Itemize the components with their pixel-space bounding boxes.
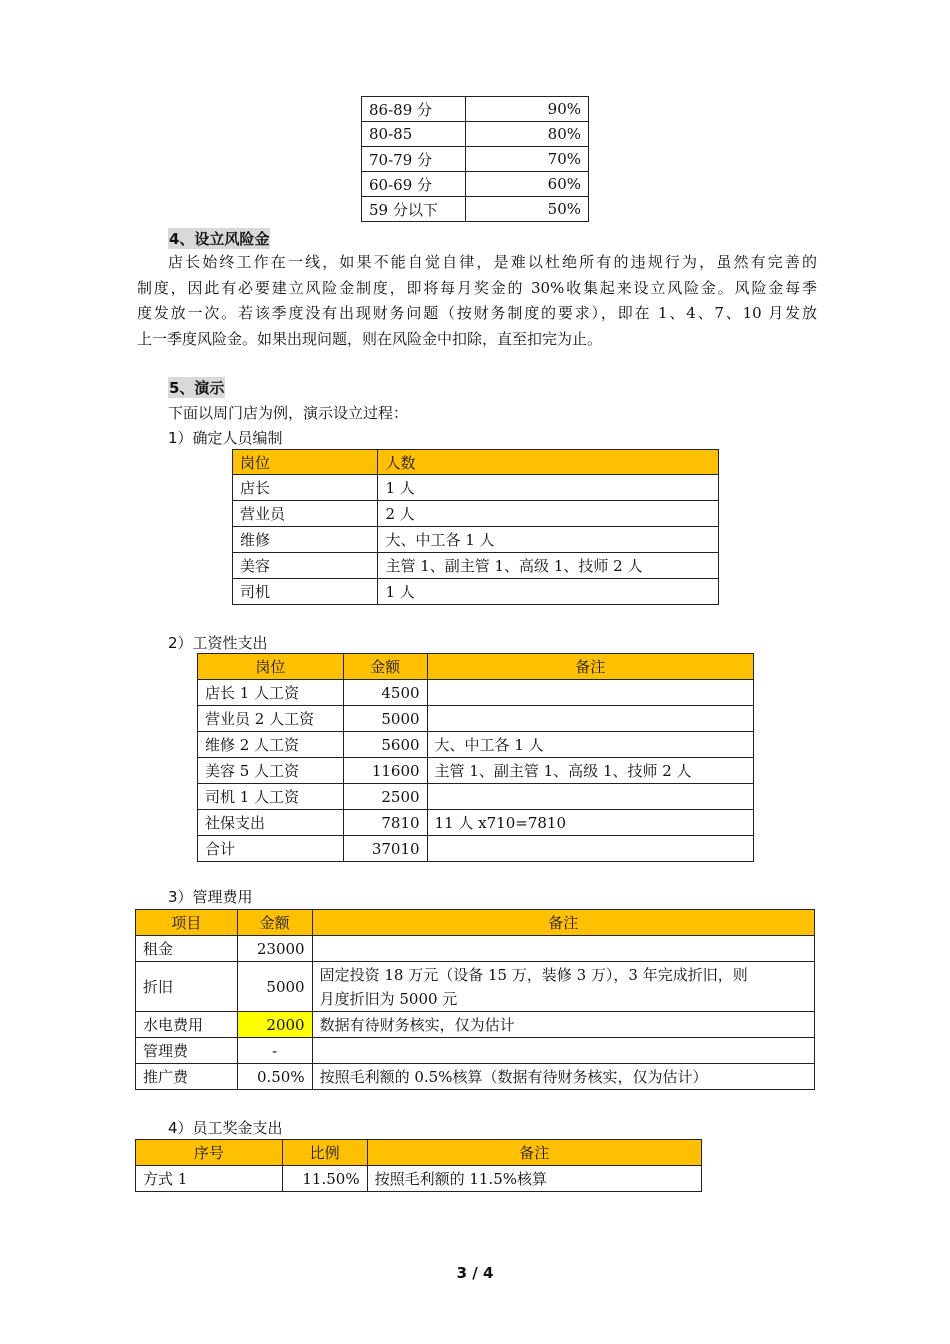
section-4-paragraph	[137, 250, 817, 352]
column-header: 序号	[136, 1140, 283, 1166]
position-cell: 营业员	[233, 501, 378, 527]
column-header: 人数	[378, 450, 719, 475]
subsection-3-title: 3）管理费用	[168, 888, 253, 906]
wage-table	[197, 653, 754, 862]
wage-amount-cell: 11600	[343, 758, 427, 784]
table-row	[198, 706, 754, 732]
paragraph-line: 制度，因此有必要建立风险金制度，即将每月奖金的 30%收集起来设立风险金。风险金每季	[137, 278, 817, 297]
wage-note-cell	[427, 836, 753, 862]
column-header: 岗位	[198, 654, 344, 680]
table-row	[198, 732, 754, 758]
table-row	[362, 172, 589, 197]
table-row	[198, 810, 754, 836]
expense-amount-cell: 2000	[237, 1012, 312, 1038]
score-range-cell: 70-79 分	[362, 147, 466, 172]
table-row	[233, 579, 719, 605]
table-row	[136, 1064, 815, 1090]
position-cell: 美容	[233, 553, 378, 579]
expense-note-cell	[312, 936, 814, 962]
score-range-cell: 80-85	[362, 122, 466, 147]
wage-item-cell: 维修 2 人工资	[198, 732, 344, 758]
score-range-cell: 60-69 分	[362, 172, 466, 197]
wage-item-cell: 店长 1 人工资	[198, 680, 344, 706]
table-row	[233, 553, 719, 579]
table-row	[136, 936, 815, 962]
wage-note-cell: 大、中工各 1 人	[427, 732, 753, 758]
table-row	[198, 836, 754, 862]
table-row	[362, 147, 589, 172]
position-cell: 司机	[233, 579, 378, 605]
table-row	[233, 475, 719, 501]
expense-item-cell: 管理费	[136, 1038, 238, 1064]
table-row	[233, 501, 719, 527]
table-row	[198, 680, 754, 706]
subsection-1-title: 1）确定人员编制	[168, 429, 283, 447]
bonus-note-cell: 按照毛利额的 11.5%核算	[367, 1166, 701, 1192]
headcount-cell: 2 人	[378, 501, 719, 527]
paragraph-line: 上一季度风险金。如果出现问题，则在风险金中扣除，直至扣完为止。	[137, 329, 603, 348]
table-row	[136, 1166, 702, 1192]
wage-note-cell: 主管 1、副主管 1、高级 1、技师 2 人	[427, 758, 753, 784]
score-range-cell: 86-89 分	[362, 97, 466, 122]
column-header: 岗位	[233, 450, 378, 475]
wage-item-cell: 社保支出	[198, 810, 344, 836]
section-5-heading: 5、演示	[169, 379, 225, 397]
subsection-2-title: 2）工资性支出	[168, 634, 268, 652]
subsection-4-title: 4）员工奖金支出	[168, 1119, 283, 1137]
page-number: 3 / 4	[456, 1264, 494, 1282]
section-4-heading: 4、设立风险金	[169, 230, 270, 248]
table-row	[136, 1012, 815, 1038]
wage-item-cell: 美容 5 人工资	[198, 758, 344, 784]
position-cell: 店长	[233, 475, 378, 501]
column-header: 项目	[136, 910, 238, 936]
position-cell: 维修	[233, 527, 378, 553]
headcount-cell: 1 人	[378, 475, 719, 501]
table-row	[136, 1038, 815, 1064]
table-header-row	[198, 654, 754, 680]
expense-item-cell: 水电费用	[136, 1012, 238, 1038]
table-row	[362, 97, 589, 122]
table-row	[198, 784, 754, 810]
score-pct-cell: 80%	[465, 122, 588, 147]
section-5-intro: 下面以周门店为例，演示设立过程：	[168, 404, 409, 422]
table-header-row	[136, 910, 815, 936]
wage-amount-cell: 5000	[343, 706, 427, 732]
wage-amount-cell: 4500	[343, 680, 427, 706]
wage-amount-cell: 37010	[343, 836, 427, 862]
wage-note-cell: 11 人 x710=7810	[427, 810, 753, 836]
wage-amount-cell: 5600	[343, 732, 427, 758]
score-pct-cell: 60%	[465, 172, 588, 197]
wage-amount-cell: 7810	[343, 810, 427, 836]
wage-note-cell	[427, 706, 753, 732]
table-row	[362, 122, 589, 147]
column-header: 金额	[343, 654, 427, 680]
note-line: 月度折旧为 5000 元	[319, 989, 458, 1008]
wage-item-cell: 司机 1 人工资	[198, 784, 344, 810]
column-header: 金额	[237, 910, 312, 936]
expense-note-cell	[312, 1038, 814, 1064]
table-header-row	[136, 1140, 702, 1166]
wage-item-cell: 营业员 2 人工资	[198, 706, 344, 732]
headcount-cell: 1 人	[378, 579, 719, 605]
wage-note-cell	[427, 784, 753, 810]
column-header: 比例	[282, 1140, 367, 1166]
expense-item-cell: 租金	[136, 936, 238, 962]
expense-amount-cell: 23000	[237, 936, 312, 962]
headcount-cell: 大、中工各 1 人	[378, 527, 719, 553]
expense-amount-cell: 5000	[237, 962, 312, 1012]
expense-item-cell: 折旧	[136, 962, 238, 1012]
wage-note-cell	[427, 680, 753, 706]
column-header: 备注	[427, 654, 753, 680]
wage-item-cell: 合计	[198, 836, 344, 862]
column-header: 备注	[367, 1140, 701, 1166]
table-row	[136, 962, 815, 1012]
paragraph-line: 度发放一次。若该季度没有出现财务问题（按财务制度的要求），即在 1、4、7、10 月发放	[137, 304, 817, 322]
paragraph-line: 店长始终工作在一线，如果不能自觉自律，是难以杜绝所有的违规行为，虽然有完善的	[168, 253, 817, 271]
expense-note-cell: 按照毛利额的 0.5%核算（数据有待财务核实，仅为估计）	[312, 1064, 814, 1090]
headcount-cell: 主管 1、副主管 1、高级 1、技师 2 人	[378, 553, 719, 579]
column-header: 备注	[312, 910, 814, 936]
expense-item-cell: 推广费	[136, 1064, 238, 1090]
bonus-ratio-cell: 11.50%	[282, 1166, 367, 1192]
table-row	[233, 527, 719, 553]
table-header-row	[233, 450, 719, 475]
note-line: 固定投资 18 万元（设备 15 万，装修 3 万），3 年完成折旧，则	[319, 965, 748, 984]
expense-amount-cell: -	[237, 1038, 312, 1064]
bonus-method-cell: 方式 1	[136, 1166, 283, 1192]
score-ratio-table	[361, 96, 589, 222]
bonus-table	[135, 1139, 702, 1192]
score-pct-cell: 90%	[465, 97, 588, 122]
staffing-table	[232, 449, 719, 605]
score-pct-cell: 70%	[465, 147, 588, 172]
management-expense-table	[135, 909, 815, 1090]
wage-amount-cell: 2500	[343, 784, 427, 810]
expense-amount-cell: 0.50%	[237, 1064, 312, 1090]
table-row	[198, 758, 754, 784]
expense-note-cell	[312, 962, 814, 1012]
score-range-cell: 59 分以下	[362, 197, 466, 222]
table-row	[362, 197, 589, 222]
expense-note-cell: 数据有待财务核实，仅为估计	[312, 1012, 814, 1038]
score-pct-cell: 50%	[465, 197, 588, 222]
